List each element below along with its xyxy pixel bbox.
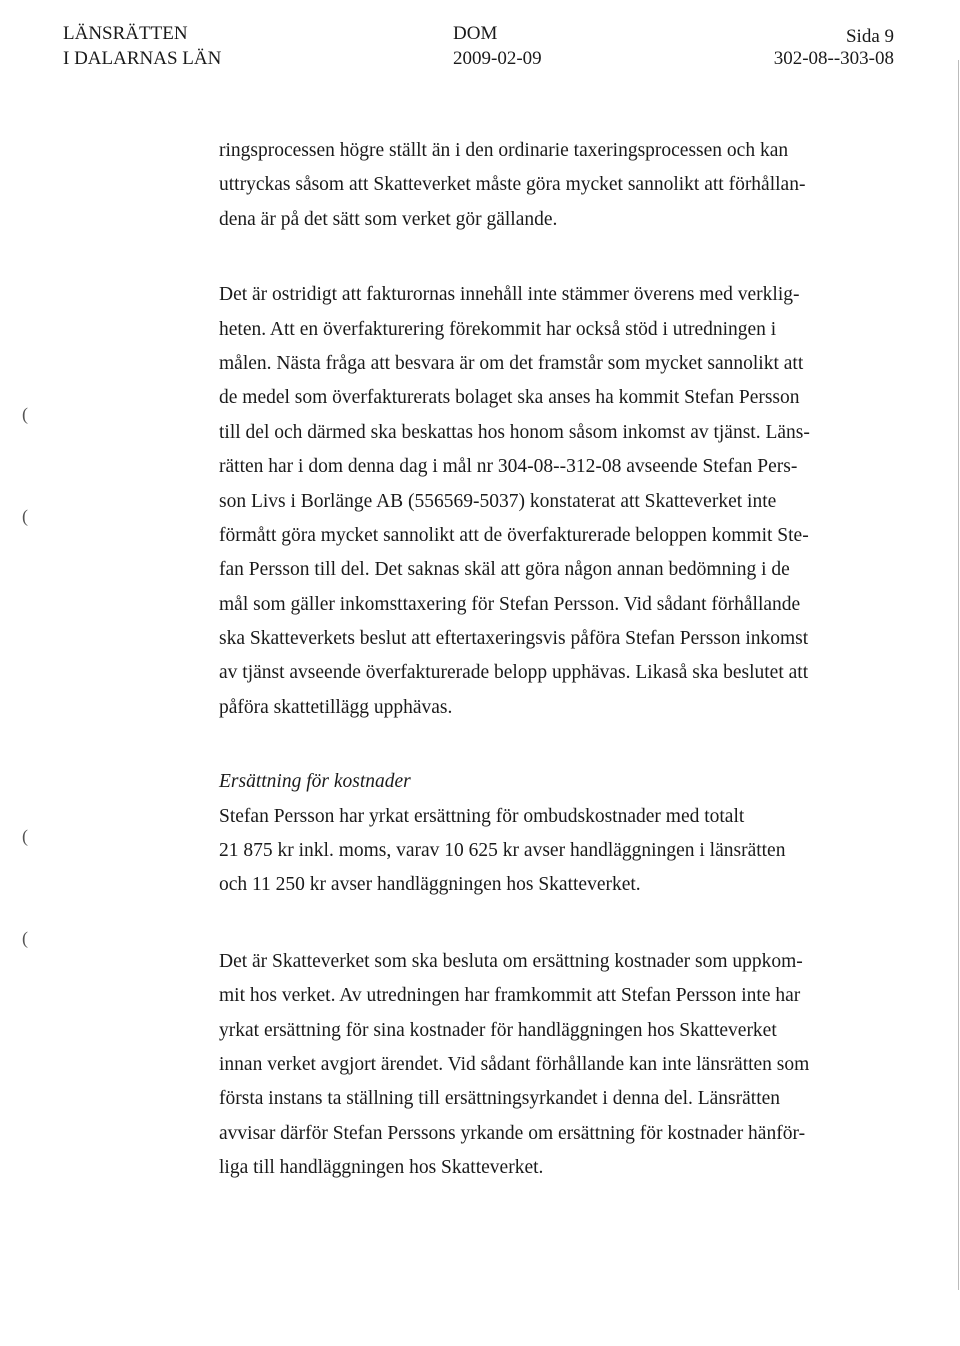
text-line: mit hos verket. Av utredningen har framkommit att Stefan Persson inte har <box>219 985 801 1007</box>
court-name-line-1: LÄNSRÄTTEN <box>63 23 188 44</box>
text-line: rätten har i dom denna dag i mål nr 304-08--312-08 avseende Stefan Pers- <box>219 456 798 478</box>
text-line: Det är Skatteverket som ska besluta om ersättning kostnader som uppkom- <box>219 950 803 972</box>
paragraph <box>219 800 819 903</box>
text-line: till del och därmed ska beskattas hos honom såsom inkomst av tjänst. Läns- <box>219 421 810 443</box>
text-line: innan verket avgjort ärendet. Vid sådant förhållande kan inte länsrätten som <box>219 1054 810 1075</box>
text-line: heten. Att en överfakturering förekommit har också stöd i utredningen i <box>219 318 777 340</box>
scan-edge-line <box>958 60 959 1290</box>
text-line: dena är på det sätt som verket gör gällande. <box>219 208 558 230</box>
text-line: förmått göra mycket sannolikt att de överfakturerade beloppen kommit Ste- <box>219 524 809 546</box>
paragraph <box>219 945 819 1186</box>
document-type-block <box>453 21 542 71</box>
paragraph <box>219 278 819 725</box>
text-line: mål som gäller inkomsttaxering för Stefan Persson. Vid sådant förhållande <box>219 593 801 615</box>
text-line: ska Skatteverkets beslut att eftertaxeringsvis påföra Stefan Persson inkomst <box>219 628 809 650</box>
text-line: fan Persson till del. Det saknas skäl att göra någon annan bedömning i de <box>219 559 790 581</box>
margin-mark: ( <box>22 506 28 526</box>
text-line: Det är ostridigt att fakturornas innehåll inte stämmer överens med verklig- <box>219 284 800 306</box>
section-heading: Ersättning för kostnader <box>219 771 411 793</box>
text-line: Stefan Persson har yrkat ersättning för ombudskostnader med totalt <box>219 805 745 827</box>
court-name-line-2: I DALARNAS LÄN <box>63 48 222 69</box>
paragraph <box>219 134 819 237</box>
document-type: DOM <box>453 23 498 44</box>
text-line: ringsprocessen högre ställt än i den ordinarie taxeringsprocessen och kan <box>219 140 789 161</box>
document-body <box>219 134 819 1186</box>
text-line: första instans ta ställning till ersättningsyrkandet i denna del. Länsrätten <box>219 1088 781 1110</box>
page-number: Sida 9 <box>845 26 894 47</box>
case-number: 302-08--303-08 <box>773 48 894 69</box>
text-line: uttryckas såsom att Skatteverket måste göra mycket sannolikt att förhållan- <box>219 174 806 196</box>
margin-mark: ( <box>22 826 28 846</box>
text-line: liga till handläggningen hos Skatteverket. <box>219 1157 544 1179</box>
margin-mark: ( <box>22 404 28 424</box>
text-line: de medel som överfakturerats bolaget ska anses ha kommit Stefan Persson <box>219 387 800 409</box>
text-line: och 11 250 kr avser handläggningen hos Skatteverket. <box>219 874 641 896</box>
text-line: yrkat ersättning för sina kostnader för handläggningen hos Skatteverket <box>219 1019 777 1041</box>
text-line: påföra skattetillägg upphävas. <box>219 696 453 718</box>
page-reference <box>774 21 894 71</box>
text-line: son Livs i Borlänge AB (556569-5037) konstaterat att Skatteverket inte <box>219 490 777 512</box>
document-date: 2009-02-09 <box>453 48 542 69</box>
text-line: 21 875 kr inkl. moms, varav 10 625 kr avser handläggningen i länsrätten <box>219 840 786 862</box>
text-line: avvisar därför Stefan Perssons yrkande om ersättning för kostnader hänför- <box>219 1122 806 1144</box>
margin-mark: ( <box>22 928 28 948</box>
court-name <box>63 21 221 71</box>
text-line: av tjänst avseende överfakturerade belopp upphävas. Likaså ska beslutet att <box>219 662 809 684</box>
text-line: målen. Nästa fråga att besvara är om det framstår som mycket sannolikt att <box>219 352 804 374</box>
